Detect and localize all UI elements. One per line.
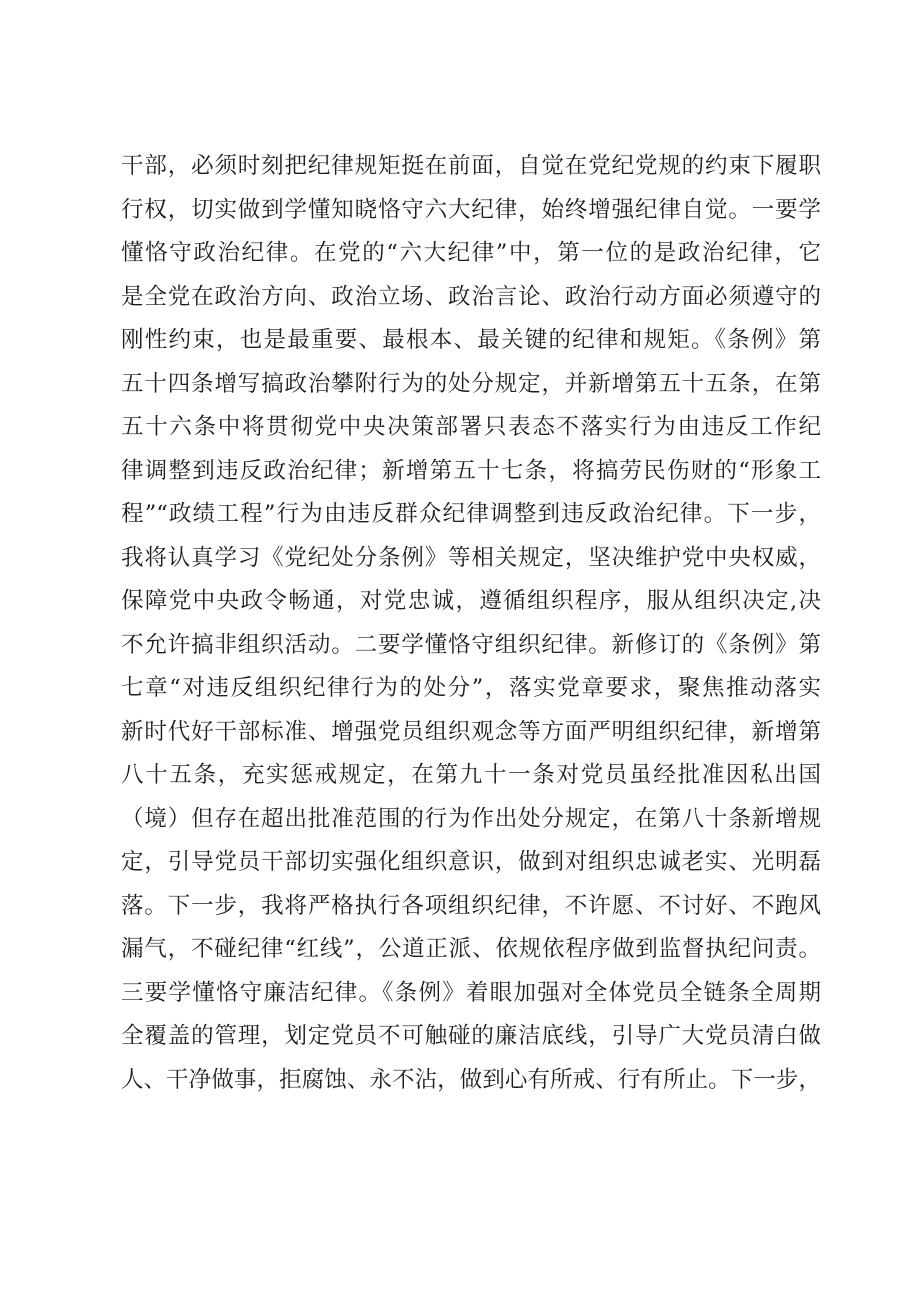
body-text bbox=[121, 145, 821, 1102]
text-line: 新时代好干部标准、增强党员组织观念等方面严明组织纪律，新增第 bbox=[121, 718, 821, 745]
text-line: 程”“政绩工程”行为由违反群众纪律调整到违反政治纪律。下一步， bbox=[121, 501, 821, 527]
text-line: 五十四条增写搞政治攀附行为的处分规定，并新增第五十五条，在第 bbox=[121, 370, 821, 397]
text-line: （境）但存在超出批准范围的行为作出处分规定，在第八十条新增规 bbox=[121, 805, 821, 832]
text-line: 落。下一步，我将严格执行各项组织纪律，不许愿、不讨好、不跑风 bbox=[121, 892, 821, 919]
text-line: 三要学懂恪守廉洁纪律。《条例》着眼加强对全体党员全链条全周期 bbox=[121, 979, 821, 1006]
text-line: 行权，切实做到学懂知晓恪守六大纪律，始终增强纪律自觉。一要学 bbox=[121, 196, 821, 223]
text-line: 干部，必须时刻把纪律规矩挺在前面，自觉在党纪党规的约束下履职 bbox=[121, 153, 821, 179]
text-line: 漏气，不碰纪律“红线”，公道正派、依规依程序做到监督执纪问责。 bbox=[121, 936, 821, 962]
text-line: 全覆盖的管理，划定党员不可触碰的廉洁底线，引导广大党员清白做 bbox=[121, 1023, 821, 1049]
text-line: 是全党在政治方向、政治立场、政治言论、政治行动方面必须遵守的 bbox=[121, 283, 821, 310]
text-line: 定，引导党员干部切实强化组织意识，做到对组织忠诚老实、光明磊 bbox=[121, 849, 821, 875]
text-line: 人、干净做事，拒腐蚀、永不沾，做到心有所戒、行有所止。下一步， bbox=[121, 1066, 821, 1093]
text-line: 五十六条中将贯彻党中央决策部署只表态不落实行为由违反工作纪 bbox=[121, 414, 821, 440]
text-line: 八十五条，充实惩戒规定，在第九十一条对党员虽经批准因私出国 bbox=[121, 762, 821, 788]
text-line: 七章“对违反组织纪律行为的处分”，落实党章要求，聚焦推动落实 bbox=[121, 675, 821, 701]
text-line: 律调整到违反政治纪律；新增第五十七条，将搞劳民伤财的“形象工 bbox=[121, 457, 821, 484]
text-line: 保障党中央政令畅通，对党忠诚，遵循组织程序，服从组织决定,决 bbox=[121, 588, 821, 614]
text-line: 刚性约束，也是最重要、最根本、最关键的纪律和规矩。《条例》第 bbox=[121, 327, 821, 353]
text-line: 懂恪守政治纪律。在党的“六大纪律”中，第一位的是政治纪律，它 bbox=[121, 240, 821, 266]
text-line: 我将认真学习《党纪处分条例》等相关规定，坚决维护党中央权威， bbox=[121, 544, 821, 571]
text-line: 不允许搞非组织活动。二要学懂恪守组织纪律。新修订的《条例》第 bbox=[121, 631, 821, 658]
